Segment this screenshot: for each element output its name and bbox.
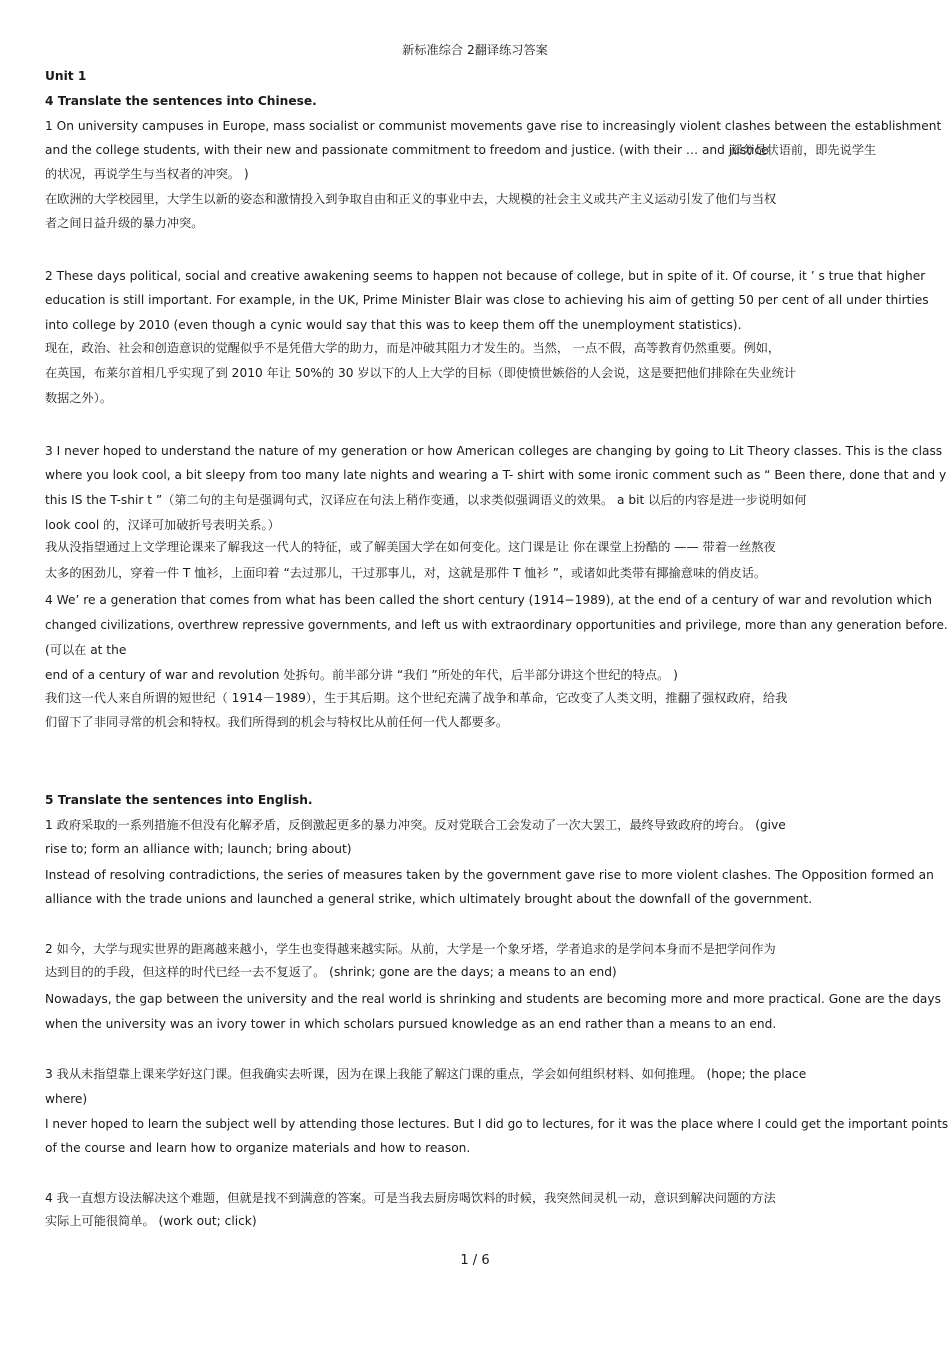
s4-a2-line2: 在英国，布莱尔首相几乎实现了到 2010 年让 50%的 30 岁以下的人上大学的目标（即使愤世嫉俗的人会说，这是要把他们排除在失业统计 bbox=[45, 366, 797, 380]
s4-q3-line2: where you look cool, a bit sleepy from too many late nights and wearing a T- shirt with some ironic comment such as “ Been there, done that and y bbox=[45, 468, 947, 482]
page-number: 1 / 6 bbox=[460, 1253, 490, 1268]
s4-q4-line2: changed civilizations, overthrew repressive governments, and left us with extraordinary opportunities and privilege, more than any generation before. bbox=[45, 618, 948, 632]
s4-q3-line3: this IS the T-shir t ”（第二句的主句是强调句式，汉译应在句法上稍作变通，以求类似强调语义的效果。 a bit 以后的内容是进一步说明如何 bbox=[45, 493, 807, 507]
s4-a2-line1: 现在，政治、社会和创造意识的觉醒似乎不是凭借大学的助力，而是冲破其阻力才发生的。当然， 一点不假，高等教育仍然重要。例如， bbox=[45, 341, 781, 355]
s5-q2-line2: 达到目的的手段，但这样的时代已经一去不复返了。 (shrink; gone are the days; a means to an end) bbox=[45, 965, 617, 979]
s4-q2-line3: into college by 2010 (even though a cynic would say that this was to keep them off the unemployment statistics). bbox=[45, 318, 742, 332]
s4-q3-line1: 3 I never hoped to understand the nature of my generation or how American colleges are changing by going to Lit Theory classes. This is the class bbox=[45, 444, 943, 458]
s4-q1-line2: and the college students, with their new and passionate commitment to freedom and justice. (with their … and justice bbox=[45, 143, 769, 157]
s4-a3-line2: 太多的困劲儿，穿着一件 T 恤衫，上面印着 “去过那儿，干过那事儿，对，这就是那件 T 恤衫 ”，或诸如此类带有揶揄意味的俏皮话。 bbox=[45, 566, 767, 580]
s5-q4-line1: 4 我一直想方设法解决这个难题，但就是找不到满意的答案。可是当我去厨房喝饮料的时候，我突然间灵机一动，意识到解决问题的方法 bbox=[45, 1191, 776, 1205]
s4-a3-line1: 我从没指望通过上文学理论课来了解我这一代人的特征，或了解美国大学在如何变化。这门课是让 你在课堂上扮酷的 —— 带着一丝熬夜 bbox=[45, 540, 776, 554]
s4-a1-line1: 在欧洲的大学校园里，大学生以新的姿态和激情投入到争取自由和正义的事业中去，大规模的社会主义或共产主义运动引发了他们与当权 bbox=[45, 192, 777, 206]
unit-heading: Unit 1 bbox=[45, 69, 87, 83]
s4-q3-line4: look cool 的，汉译可加破折号表明关系。） bbox=[45, 518, 280, 532]
s5-a2-line1: Nowadays, the gap between the university and the real world is shrinking and students are becoming more and more practical. Gone are the days bbox=[45, 992, 941, 1006]
s4-q2-line1: 2 These days political, social and creative awakening seems to happen not because of college, but in spite of it. Of course, it ’ s true that higher bbox=[45, 269, 926, 283]
s4-a4-line2: 们留下了非同寻常的机会和特权。我们所得到的机会与特权比从前任何一代人都要多。 bbox=[45, 715, 509, 729]
s5-a1-line2: alliance with the trade unions and launched a general strike, which ultimately brought about the downfall of the government. bbox=[45, 892, 813, 906]
s4-a2-line3: 数据之外）。 bbox=[45, 391, 113, 405]
s4-q1-line1: 1 On university campuses in Europe, mass socialist or communist movements gave rise to increasingly violent clashes between the establishment bbox=[45, 119, 942, 133]
s5-q4-line2: 实际上可能很简单。 (work out; click) bbox=[45, 1214, 257, 1228]
s4-q4-line1: 4 We’ re a generation that comes from what has been called the short century (1914−1989), at the end of a century of war and revolution which bbox=[45, 593, 932, 607]
s5-q3-line2: where) bbox=[45, 1092, 88, 1106]
section-4-heading: 4 Translate the sentences into Chinese. bbox=[45, 94, 317, 108]
s5-a3-line1: I never hoped to learn the subject well by attending those lectures. But I did go to lectures, for it was the place where I could get the important points bbox=[45, 1117, 949, 1131]
s5-q2-line1: 2 如今，大学与现实世界的距离越来越小，学生也变得越来越实际。从前，大学是一个象牙塔，学者追求的是学问本身而不是把学问作为 bbox=[45, 942, 776, 956]
s5-a1-line1: Instead of resolving contradictions, the series of measures taken by the government gave rise to more violent clashes. The Opposition formed an bbox=[45, 868, 934, 882]
s4-a4-line1: 我们这一代人来自所谓的短世纪（ 1914－1989），生于其后期。这个世纪充满了战争和革命，它改变了人类文明，推翻了强权政府，给我 bbox=[45, 691, 788, 705]
s5-q1-line2: rise to; form an alliance with; launch; bring about) bbox=[45, 842, 352, 856]
s4-q2-line2: education is still important. For example, in the UK, Prime Minister Blair was close to achieving his aim of getting 50 per cent of all under thirties bbox=[45, 293, 929, 307]
s4-q1-line3: 的状况，再说学生与当权者的冲突。 ) bbox=[45, 167, 249, 181]
s5-q3-line1: 3 我从未指望靠上课来学好这门课。但我确实去听课，因为在课上我能了解这门课的重点，学会如何组织材料、如何推理。 (hope; the place bbox=[45, 1067, 807, 1081]
s4-q4-line4: end of a century of war and revolution 处拆句。前半部分讲 “我们 ”所处的年代，后半部分讲这个世纪的特点。 ) bbox=[45, 668, 678, 682]
document-title: 新标准综合 2翻译练习答案 bbox=[402, 43, 548, 57]
section-5-heading: 5 Translate the sentences into English. bbox=[45, 793, 313, 807]
s5-q1-line1: 1 政府采取的一系列措施不但没有化解矛盾，反倒激起更多的暴力冲突。反对党联合工会发动了一次大罢工，最终导致政府的垮台。 (give bbox=[45, 818, 786, 832]
s4-q4-line3: (可以在 at the bbox=[45, 643, 127, 657]
s4-q1-note: 部分是状语前，即先说学生 bbox=[730, 143, 877, 157]
s4-a1-line2: 者之间日益升级的暴力冲突。 bbox=[45, 216, 204, 230]
s5-a2-line2: when the university was an ivory tower in which scholars pursued knowledge as an end rather than a means to an end. bbox=[45, 1017, 777, 1031]
s5-a3-line2: of the course and learn how to organize materials and how to reason. bbox=[45, 1141, 471, 1155]
